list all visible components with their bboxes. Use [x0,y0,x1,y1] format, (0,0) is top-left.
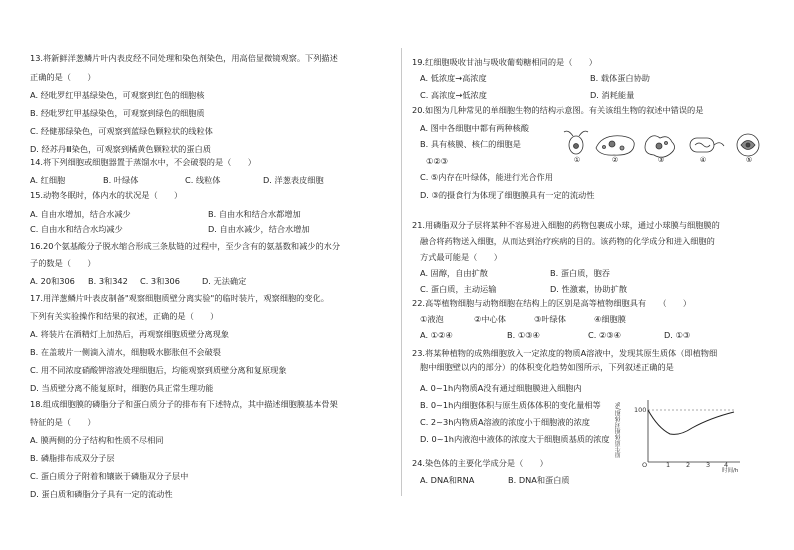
q21-option-c: C. 蛋白质，主动运输 [420,284,497,294]
q20-option-b-line1: B. 具有核膜、核仁的细胞是 [420,139,521,149]
q16-option-d: D. 无法确定 [202,276,247,286]
q24-option-a: A. DNA和RNA [420,475,475,485]
q16-stem-line2: 子的数是（ ） [30,258,96,268]
q22-option-a: A. ①②④ [420,330,453,340]
q23-volume-graph [615,398,742,474]
q13-option-a: A. 经吡罗红甲基绿染色，可观察到红色的细胞核 [30,90,205,100]
organism-3-label: ③ [657,156,665,164]
q24-stem: 24.染色体的主要化学成分是（ ） [412,458,548,468]
q17-option-c: C. 用不同浓度硝酸钾溶液处理细胞后，均能观察到质壁分离和复原现象 [30,365,287,375]
q23-stem-line1: 23.将某种植物的成熟细胞放入一定浓度的物质A溶液中，发现其原生质体（即植物细 [412,348,718,358]
q16-option-a: A. 20和306 [30,276,75,286]
q17-option-a: A. 将装片在酒精灯上加热后，再观察细胞质壁分离现象 [30,329,229,339]
q14-option-c: C. 线粒体 [185,175,221,185]
q20-organism-figure [562,128,772,164]
organism-5-drawing [737,134,759,156]
q22-item-1: ①液泡 [420,314,444,324]
q22-item-4: ④细胞膜 [594,314,626,324]
q22-option-d: D. ①③ [664,330,691,340]
q13-option-c: C. 经健那绿染色，可观察到蓝绿色颗粒状的线粒体 [30,126,213,136]
q22-item-2: ②中心体 [474,314,506,324]
q20-option-b-line2: ①②③ [426,156,449,166]
organism-5-label: ⑤ [745,156,753,164]
q24-option-b: B. DNA和蛋白质 [508,475,570,485]
q15-option-d: D. 自由水减少，结合水增加 [208,224,310,234]
q15-option-b: B. 自由水和结合水都增加 [208,209,301,219]
graph-x-tick-2: 2 [686,461,691,469]
q22-stem: 22.高等植物细胞与动物细胞在结构上的区别是高等植物细胞具有 （ ） [412,298,692,308]
graph-x-tick-3: 3 [706,461,711,469]
q15-stem: 15.动物冬眠时，体内水的状况是（ ） [30,190,183,200]
q23-option-c: C. 2~3h内物质A溶液的浓度小于细胞液的浓度 [420,417,590,427]
q16-option-c: C. 3和306 [140,276,180,286]
q13-stem-line1: 13.将新鲜洋葱鳞片叶内表皮经不同处理和染色剂染色，用高倍显微镜观察。下列描述 [30,53,338,63]
graph-x-tick-4: 4 [724,461,729,469]
q22-option-c: C. ②③④ [588,330,621,340]
organism-2-label: ② [611,156,619,164]
q13-stem-line2: 正确的是（ ） [30,72,96,82]
q15-option-a: A. 自由水增加，结合水减少 [30,209,131,219]
q14-stem: 14.将下列细胞或细胞器置于蒸馏水中，不会破裂的是（ ） [30,157,256,167]
q19-stem: 19.红细胞吸收甘油与吸收葡萄糖相同的是（ ） [412,57,597,67]
q23-option-b: B. 0~1h内细胞体积与原生质体体积的变化量相等 [420,400,601,410]
q22-option-b: B. ①③④ [507,330,540,340]
organism-1-drawing [564,131,588,154]
graph-x-tick-1: 1 [666,461,671,469]
organism-3-drawing [645,136,675,158]
q23-option-a: A. 0~1h内物质A没有通过细胞膜进入细胞内 [420,383,582,393]
q19-option-d: D. 消耗能量 [590,90,635,100]
q16-stem-line1: 16.20个氨基酸分子脱水缩合形成三条肽链的过程中，至少含有的氨基数和减少的水分 [30,241,341,251]
q21-stem-line2: 融合将药物送入细胞，从而达到治疗疾病的目的。该药物的化学成分和进入细胞的 [420,236,715,246]
q21-stem-line1: 21.用磷脂双分子层将某种不容易进入细胞的药物包裹成小球，通过小球膜与细胞膜的 [412,220,720,230]
q13-option-b: B. 经吡罗红甲基绿染色，可观察到绿色的细胞质 [30,108,205,118]
q18-stem-line1: 18.组成细胞膜的磷脂分子和蛋白质分子的排布有下述特点，其中描述细胞膜基本骨架 [30,399,338,409]
q18-option-b: B. 磷脂排布成双分子层 [30,453,115,463]
q15-option-c: C. 自由水和结合水均减少 [30,224,123,234]
q16-option-b: B. 3和342 [88,276,128,286]
q21-option-d: D. 性激素，协助扩散 [550,284,628,294]
q18-stem-line2: 特征的是（ ） [30,417,96,427]
q21-option-b: B. 蛋白质，胞吞 [550,268,610,278]
q19-option-c: C. 高浓度→低浓度 [420,90,487,100]
organism-2-drawing [596,136,634,155]
q23-stem-line2: 胞中细胞壁以内的部分）的体积变化趋势如图所示，下列叙述正确的是 [420,362,674,372]
q19-option-a: A. 低浓度→高浓度 [420,73,487,83]
q13-option-d: D. 经苏丹Ⅲ染色，可观察到橘黄色颗粒状的蛋白质 [30,144,211,154]
graph-y-tick-100: 100 [634,406,647,414]
graph-x-axis-label: 时间/h [722,468,739,474]
q18-option-a: A. 膜两侧的分子结构和性质不尽相同 [30,435,164,445]
q17-stem-line2: 下列有关实验操作和结果的叙述，正确的是（ ） [30,311,219,321]
q14-option-d: D. 洋葱表皮细胞 [263,175,324,185]
q21-option-a: A. 固醇，自由扩散 [420,268,488,278]
q20-option-a: A. 图中各细胞中都有两种核酸 [420,123,529,133]
q14-option-b: B. 叶绿体 [103,175,139,185]
q23-option-d: D. 0~1h内液泡中液体的浓度大于细胞质基质的浓度 [420,434,610,444]
organism-4-label: ④ [699,156,707,164]
graph-y-axis-label: 原生质体相对体积/% [615,402,622,458]
q17-option-b: B. 在盖玻片一侧滴入清水，细胞吸水膨胀但不会破裂 [30,347,221,357]
q18-option-d: D. 蛋白质和磷脂分子具有一定的流动性 [30,489,173,499]
q20-stem: 20.如图为几种常见的单细胞生物的结构示意图。有关该组生物的叙述中错误的是 [412,105,704,115]
q19-option-b: B. 载体蛋白协助 [590,73,650,83]
q17-stem-line1: 17.用洋葱鳞片叶表皮制备"观察细胞质壁分离实验"的临时装片，观察细胞的变化。 [30,293,329,303]
q21-stem-line3: 方式最可能是（ ） [420,252,502,262]
graph-volume-curve [648,410,734,434]
column-divider [401,48,402,496]
organism-4-drawing [690,138,724,152]
q17-option-d: D. 当质壁分离不能复原时，细胞仍具正常生理功能 [30,383,214,393]
graph-origin: O [642,461,648,469]
q18-option-c: C. 蛋白质分子附着和镶嵌于磷脂双分子层中 [30,471,189,481]
q22-item-3: ③叶绿体 [534,314,566,324]
q20-option-c: C. ⑤内存在叶绿体，能进行光合作用 [420,172,553,182]
q20-option-d: D. ③的摄食行为体现了细胞膜具有一定的流动性 [420,190,595,200]
q14-option-a: A. 红细胞 [30,175,66,185]
organism-1-label: ① [573,156,581,164]
